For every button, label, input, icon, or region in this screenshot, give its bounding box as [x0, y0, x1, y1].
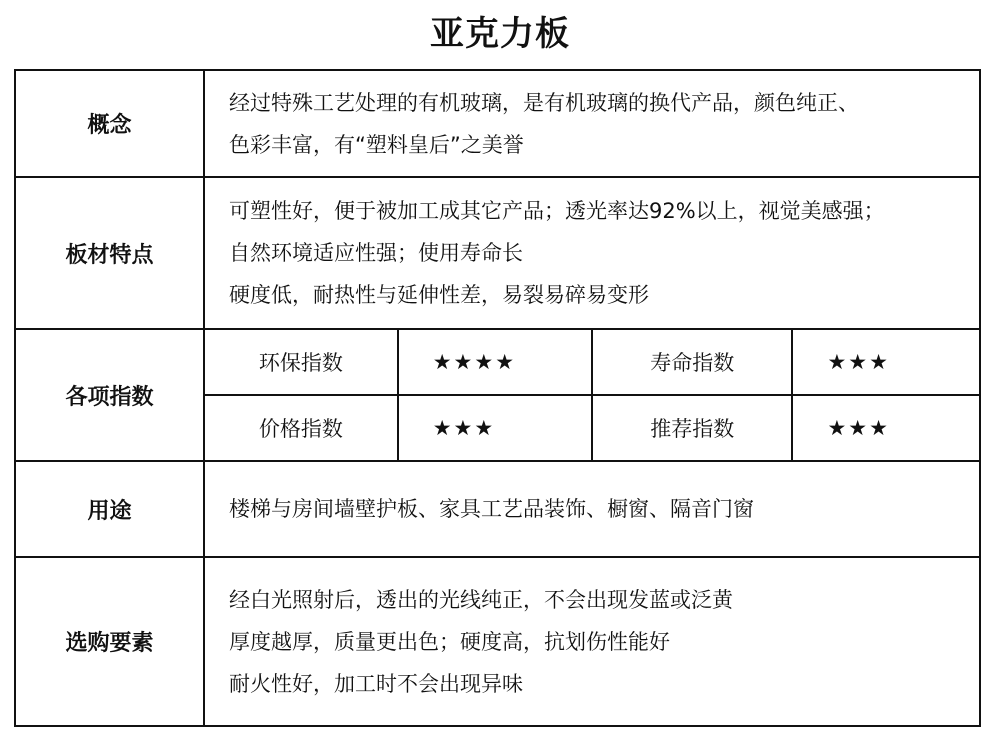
- content-buying: [204, 557, 980, 726]
- content-uses: [204, 461, 980, 557]
- page-title: 亚克力板: [430, 14, 570, 54]
- uses-line: 楼梯与房间墙壁护板、家具工艺品装饰、橱窗、隔音门窗: [229, 497, 754, 521]
- star-icon: ★: [848, 350, 870, 374]
- features-line: 自然环境适应性强；使用寿命长: [229, 241, 523, 265]
- index-stars-recommendation: [792, 395, 979, 460]
- index-name-environmental: 环保指数: [205, 330, 398, 395]
- row-indices: [15, 329, 980, 461]
- buying-line: 厚度越厚，质量更出色；硬度高，抗划伤性能好: [229, 629, 670, 654]
- star-icon: ★: [827, 416, 849, 440]
- index-name-lifespan: 寿命指数: [592, 330, 792, 395]
- star-icon: ★: [474, 416, 496, 440]
- buying-line: 经白光照射后，透出的光线纯正，不会出现发蓝或泛黄: [229, 587, 733, 612]
- index-name-recommendation: 推荐指数: [592, 395, 792, 460]
- row-features: [15, 177, 980, 329]
- index-stars-lifespan: [792, 330, 979, 395]
- label-concept: 概念: [15, 70, 204, 177]
- concept-line: 色彩丰富，有“塑料皇后”之美誉: [229, 132, 524, 157]
- row-concept: [15, 70, 980, 177]
- index-stars-environmental: [398, 330, 592, 395]
- features-line: 硬度低，耐热性与延伸性差，易裂易碎易变形: [229, 283, 649, 307]
- index-stars-price: [398, 395, 592, 460]
- star-icon: ★: [869, 350, 890, 374]
- star-icon: ★: [474, 350, 496, 374]
- star-icon: ★: [869, 416, 890, 440]
- index-name-price: 价格指数: [205, 395, 398, 460]
- row-buying: [15, 557, 980, 726]
- indices-grid: [205, 330, 979, 460]
- star-icon: ★: [432, 350, 454, 374]
- label-indices: 各项指数: [15, 329, 204, 461]
- content-concept: [204, 70, 980, 177]
- star-icon: ★: [848, 416, 870, 440]
- content-features: [204, 177, 980, 329]
- label-buying: 选购要素: [15, 557, 204, 726]
- star-icon: ★: [453, 350, 475, 374]
- concept-line: 经过特殊工艺处理的有机玻璃，是有机玻璃的换代产品，颜色纯正、: [229, 90, 859, 115]
- star-icon: ★: [453, 416, 475, 440]
- content-indices: [204, 329, 980, 461]
- star-icon: ★: [495, 350, 517, 374]
- features-line: 可塑性好，便于被加工成其它产品；透光率达92%以上，视觉美感强；: [229, 199, 885, 223]
- star-icon: ★: [827, 350, 849, 374]
- label-uses: 用途: [15, 461, 204, 557]
- acrylic-info-table: [14, 69, 981, 727]
- label-features: 板材特点: [15, 177, 204, 329]
- buying-line: 耐火性好，加工时不会出现异味: [229, 671, 523, 696]
- row-uses: [15, 461, 980, 557]
- star-icon: ★: [432, 416, 454, 440]
